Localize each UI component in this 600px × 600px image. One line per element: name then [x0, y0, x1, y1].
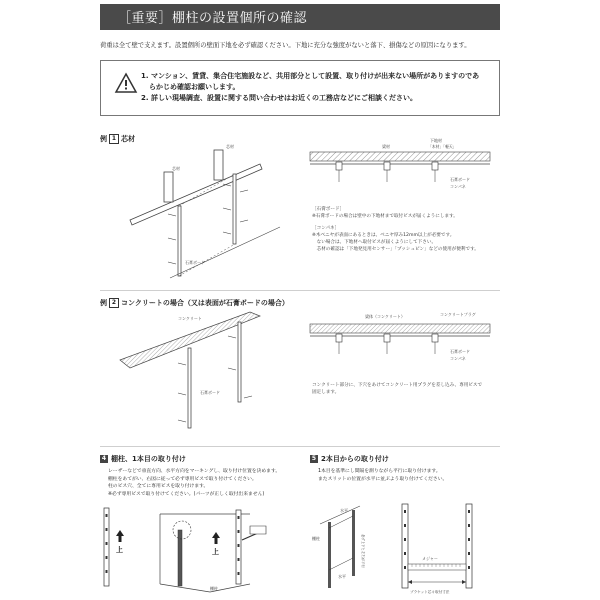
example1-note4: 芯材の確認は「下地発見用センサー」「プッシュピン」などの使用が便利です。: [312, 247, 479, 252]
example2-title-text: コンクリートの場合（又は表面が石膏ボードの場合）: [121, 299, 289, 307]
example1-label-sekkou: 石膏ボード: [185, 260, 205, 265]
step5-text-1: 1本目を基準にし間隔を測りながら平行に取り付けます。: [318, 469, 441, 474]
example1-label-konpane-r: コンパネ: [450, 184, 466, 189]
warning-line-2: 2. 詳しい現場調査、設置に関する問い合わせはお近くの工務店などにご相談ください。: [141, 94, 417, 102]
example2-label-concrete: コンクリート: [178, 316, 202, 321]
divider-1: [100, 290, 500, 291]
step4-text-4: ※必ず専用ビスで取り付けてください。(パーツが正しく取付出来ません): [108, 491, 265, 497]
example2-notes: [312, 382, 482, 396]
example2-title: [100, 298, 289, 308]
example1-left-diagram: [130, 142, 290, 282]
step5-label-bracket: ブラケット芯々取付寸法: [410, 590, 450, 594]
step5-label-suihei-bottom: 水平: [338, 574, 346, 579]
warning-box: [100, 60, 500, 116]
example1-label-shitaji-sub: 「木材」「軽天」: [428, 144, 457, 149]
example2-num: 2: [109, 298, 119, 308]
step5-text: [318, 468, 447, 483]
example1-note-head1: ［石膏ボード］: [312, 207, 345, 212]
warning-triangle-icon: [115, 73, 137, 93]
example2-note2: 固定します。: [312, 390, 340, 395]
step4-text-3: 柱のビス穴、全てに専用ビスを取り付けます。: [108, 484, 209, 489]
step5-label-measure: メジャー: [422, 556, 438, 561]
example2-left-diagram: [120, 308, 300, 438]
example2-label-plug: コンクリートプラグ: [440, 312, 476, 317]
step4-text-2: 棚柱をあてがい、右図に従って必ず専用ビスで取り付けてください。: [108, 476, 257, 482]
divider-2: [100, 446, 500, 447]
step4-pillar-label: 棚柱: [210, 586, 218, 591]
warning-line-1b: らかじめ確認お願いします。: [149, 83, 240, 91]
example1-label-shitaji: 下地材: [430, 138, 442, 143]
step5-label-pillar: 棚柱: [312, 536, 320, 541]
step4-text-1: レーザーなどで垂直方向、水平方向をマーキングし、取り付け位置を決めます。: [108, 469, 281, 474]
warning-lines: [141, 71, 491, 104]
step5-text-2: またスリットの位置が水平に並ぶよう取り付けてください。: [318, 476, 448, 482]
step5-label-vertical: 必ず上下と左右が平行: [361, 534, 365, 568]
warning-line-1: 1. マンション、賃貸、集合住宅施設など、共用部分として設置、取り付けが出来ない場所がありますのであ: [141, 72, 480, 80]
step4-num: 4: [101, 455, 107, 462]
intro-text: 荷重は全て壁で支えます。設置個所の壁面下地を必ず確認ください。下地に充分な強度がないと落下、損傷などの原因になります。: [100, 42, 471, 49]
step5-label-suihei-top: 水平: [340, 508, 348, 513]
example1-label-sekkou-r: 石膏ボード: [450, 177, 470, 182]
step5-num: 5: [311, 455, 317, 462]
example1-num: 1: [109, 134, 119, 144]
example1-title-text: 芯材: [121, 135, 135, 143]
example2-prefix: 例: [100, 299, 107, 307]
example2-right-diagram: [310, 310, 490, 365]
example1-label-hari: 梁材: [382, 144, 390, 149]
example1-label-shinzai-a: 芯材: [172, 166, 180, 171]
page-title: ［重要］棚柱の設置個所の確認: [118, 11, 308, 26]
example1-note1: ※石膏ボードの場合は壁中の下地材まで取付ビスが届くようにします。: [312, 214, 458, 219]
step5-title: [310, 454, 389, 464]
example1-note2: ※木ベニヤが表面にあるときは、ベニヤ厚み12mm以上が必要です。: [312, 233, 455, 238]
example1-note3: ない場合は、下地材へ取付ビスが届くようにして下さい。: [312, 240, 437, 245]
example2-label-sekkou-r: 石膏ボード: [450, 349, 470, 354]
example2-label-konpane-r: コンパネ: [450, 356, 466, 361]
header-bar: [100, 4, 500, 30]
step4-title-text: 棚柱、1本目の取り付け: [111, 455, 186, 463]
example2-note1: コンクリート部分に、下穴をあけてコンクリート用プラグを差し込み、専用ビスで: [312, 383, 483, 388]
step4-text: [108, 468, 280, 498]
step4-diagram: [100, 500, 300, 596]
step4-title: [100, 454, 186, 464]
example1-right-diagram: [310, 138, 490, 198]
example1-label-shinzai-b: 芯材: [226, 144, 234, 149]
step4-up-label-1: 上: [116, 546, 123, 554]
example2-label-sekkou: 石膏ボード: [200, 390, 220, 395]
example2-label-hari-concrete: 梁体（コンクリート）: [365, 314, 405, 319]
step4-up-label-2: 上: [212, 548, 219, 556]
example1-note-head2: ［コンパネ］: [312, 226, 340, 231]
example1-notes: [312, 206, 479, 253]
example1-prefix: 例: [100, 135, 107, 143]
step5-diagram: [310, 500, 500, 596]
step5-title-text: 2本目からの取り付け: [321, 455, 389, 463]
